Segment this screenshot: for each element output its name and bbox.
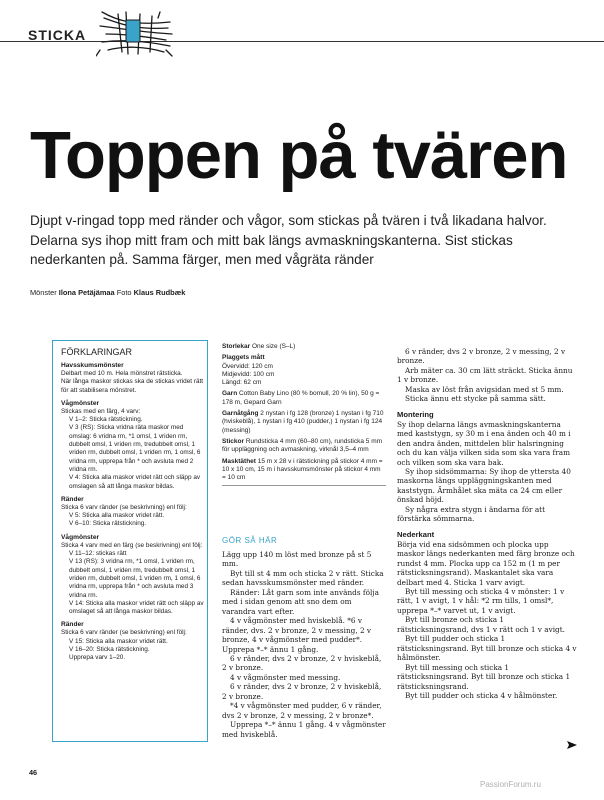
instruction-paragraph: 6 v ränder, dvs 2 v bronze, 2 v hviskeblå, 2 v bronze. [222, 653, 382, 673]
yarn-skein-icon [96, 6, 176, 58]
legend-step: V 3 (RS): Sticka vridna räta maskor med omslag: 6 vridna rm, *1 omsl, 1 vriden rm, dubbelt omsl, 1 vriden rm, tredubbelt omsl, 1 vriden rm, dubbelt omsl, 1 vriden rm, 1 omsl, 6 vridna rm, upprepa från * och avsluta med 2 vridna rm. [69, 424, 201, 473]
finishing-paragraph: 6 v ränder, dvs 2 v bronze, 2 v messing, 2 v bronze. [397, 347, 566, 366]
legend-line: Sticka 6 varv ränder (se beskrivning) enl följ: [61, 503, 187, 511]
article-title: Toppen på tvären [30, 118, 568, 193]
legend-step: V 5: Sticka alla maskor vridet rätt. [69, 512, 165, 520]
spec-label: Stickor [222, 437, 245, 445]
instruction-paragraph: 6 v ränder, dvs 2 v bronze, 2 v hviskeblå, 2 v bronze. [222, 682, 382, 701]
spec-row [222, 354, 386, 387]
legend-step: V 1–2: Sticka rätstickning. [69, 416, 143, 424]
instruction-paragraph: Byt till st 4 mm och sticka 2 v rätt. Sticka sedan havsskumsmönster med ränder. [222, 568, 384, 588]
spec-line: Övervidd: 120 cm [222, 362, 273, 370]
legend-step: Upprepa varv 1–20. [69, 654, 126, 662]
legend-box [52, 340, 208, 742]
nederkant-paragraph: Byt till pudder och sticka 4 v hålmönster. [405, 690, 558, 700]
montering-section [397, 410, 577, 524]
instruction-paragraph: Lägg upp 140 m löst med bronze på st 5 mm. [222, 550, 372, 569]
legend-line: När långa maskor stickas ska de stickas vridet rätt för att stabilisera mönstret. [61, 378, 204, 394]
instructions-body [222, 550, 386, 739]
instruction-paragraph: Upprepa *–* ännu 1 gång. 4 v vågmönster med hviskeblå. [222, 720, 386, 739]
spec-label: Masktäthet [222, 457, 256, 465]
nederkant-paragraph: Byt till pudder och sticka 1 rätsticksningsrand. Byt till bronze och sticka 4 v hålmönster. [397, 634, 577, 663]
spec-line: Längd: 62 cm [222, 379, 262, 387]
spec-label: Garnåtgång [222, 410, 259, 418]
montering-paragraph: Sy några extra stygn i ändarna för att förstärka sömmarna. [397, 504, 546, 524]
legend-content [61, 347, 207, 663]
finishing-paragraph: Sticka ännu ett stycke på samma sätt. [405, 394, 546, 404]
legend-step: V 6–10: Sticka rätstickning. [69, 520, 147, 528]
watermark: PassionForum.ru [480, 780, 541, 789]
page-header [0, 0, 604, 60]
column-assembly [397, 347, 577, 700]
nederkant-paragraph: Byt till bronze och sticka 1 rätsticksningsrand, dvs 1 v rätt och 1 v avigt. [397, 615, 565, 634]
spec-row [222, 410, 386, 435]
legend-section-heading: Ränder [61, 621, 84, 629]
legend-line: Sticka 6 varv ränder (se beskrivning) enl följ: [61, 629, 187, 637]
finishing-body [397, 347, 577, 404]
legend-section-heading: Vågmönster [61, 533, 100, 541]
legend-step: V 11–12: stickas rätt [69, 550, 127, 558]
designer-name: Ilona Petäjämaa [58, 288, 115, 297]
instruction-paragraph: 4 v vågmönster med hviskeblå. *6 v ränder, dvs. 2 v bronze, 2 v messing, 2 v bronze, 4 v vågmönster med pudder*. Upprepa *–* ännu 1 gång. [222, 616, 372, 654]
nederkant-paragraph: Byt till messing och sticka 4 v mönster: 1 v rätt, 1 v avigt, 1 v hål: *2 rm tills, 1 omsl*, upprepa *–* varvet ut, 1 v avigt. [397, 586, 565, 615]
legend-line: Sticka 4 varv med en färg (se beskrivning) enl följ: [61, 541, 203, 549]
spec-row [222, 438, 386, 455]
legend-step: V 4: Sticka alla maskor vridet rätt och släpp av omslagen så att långa maskor bildas. [69, 474, 201, 490]
spec-label: Garn [222, 390, 238, 398]
photo-label: Foto [116, 288, 132, 297]
nederkant-section [397, 530, 577, 701]
finishing-paragraph: Maska av löst från avigsidan med st 5 mm. [405, 384, 564, 394]
nederkant-paragraph: Byt till messing och sticka 1 rätsticksningsrand. Byt till bronze och sticka 1 rätsticksningsrand. [397, 662, 571, 691]
legend-section-heading: Ränder [61, 495, 84, 503]
credits [30, 288, 185, 297]
legend-section-heading: Havsskumsmönster [61, 362, 124, 369]
spec-value: 2 nystan i fg 128 (bronze) 1 nystan i fg 710 (hviskeblå), 1 nystan i fg 410 (pudder,) 1 nystan i fg 124 (messing) [222, 410, 384, 434]
continue-arrow-icon [567, 741, 577, 749]
spec-label: Storlekar [222, 343, 251, 350]
spec-value: Cotton Baby Lino (80 % bomull, 20 % lin), 50 g = 178 m, Gepard Garn [222, 390, 380, 406]
photographer-name: Klaus Rudbæk [133, 288, 186, 297]
legend-title: FÖRKLARINGAR [61, 347, 133, 357]
legend-step: V 13 (RS): 3 vridna rm, *1 omsl, 1 vriden rm, dubbelt omsl, 1 vriden rm, tredubbelt omsl, 1 vriden rm, dubbelt omsl, 1 vriden rm, 1 omsl, 6 vridna rm, upprepa från * och avsluta med 3 vridna rm. [69, 558, 201, 599]
spec-row [222, 458, 386, 487]
montering-heading: Montering [397, 409, 434, 419]
legend-step: V 14: Sticka alla maskor vridet rätt och släpp av omslaget så att långa maskor bildas. [69, 599, 204, 616]
instruction-paragraph: *4 v vågmönster med pudder, 6 v ränder, dvs 2 v bronze, 2 v messing, 2 v bronze*. [222, 701, 382, 720]
nederkant-paragraph: Börja vid ena sidsömmen och plocka upp maskor längs nederkanten med färg bronze och rundst 4 mm. Plocka upp ca 152 m (1 m per rätsticksningsrand). Maskantalet ska vara delbart med 4. Sticka 1 varv avigt. [397, 539, 575, 587]
spec-row [222, 343, 386, 351]
legend-section-heading: Vågmönster [61, 399, 100, 407]
header-rule [0, 41, 604, 42]
spec-label: Plaggets mått [222, 354, 265, 362]
spec-line: Midjevidd: 100 cm [222, 370, 275, 378]
legend-step: V 15: Sticka alla maskor vridet rätt. [69, 637, 168, 645]
spec-value: 15 m x 28 v i rätstickning på stickor 4 mm = 10 x 10 cm, 15 m i havsskumsmönster på stickor 4 mm = 10 cm [222, 457, 383, 482]
legend-line: Delbart med 10 m. Hela mönstret rätsticka. [61, 370, 183, 377]
page-number: 46 [29, 768, 38, 777]
instruction-paragraph: Ränder: Låt garn som inte används följa med i sidan genom att sno dem om varandra vart efter. [222, 587, 379, 616]
legend-step: V 16–20: Sticka rätstickning. [69, 646, 150, 654]
montering-paragraph: Sy ihop sidsömmarna: Sy ihop de yttersta 40 maskorna längs uppläggningskanten med kaststygn. Ärmhålet ska mäta ca 24 cm eller önskad höjd. [397, 466, 571, 505]
legend-line: Stickas med en färg, 4 varv: [61, 407, 141, 415]
finishing-paragraph: Arb mäter ca. 30 cm lätt sträckt. Sticka ännu 1 v bronze. [397, 365, 573, 385]
spec-value: One size (S–L) [250, 343, 296, 350]
article-lead: Djupt v-ringad topp med ränder och vågor, som stickas på tvären i två likadana halvor. Delarna sys ihop mitt fram och mitt bak längs avmaskningskanterna. Sist stickas nederkanten på. Samma färger, men med vågräta ränder [30, 213, 547, 267]
spec-value: Rundsticka 4 mm (60–80 cm), rundsticka 5 mm för uppläggning och avmaskning, virknål 3,5–4 mm [222, 437, 383, 454]
how-to-heading: GÖR SÅ HÄR [222, 536, 278, 545]
nederkant-heading: Nederkant [397, 529, 435, 539]
spec-row [222, 390, 386, 407]
design-label: Mönster [30, 288, 57, 297]
montering-body [397, 420, 577, 524]
montering-paragraph: Sy ihop delarna längs avmaskningskanterna med kaststygn, sy 30 m i ena änden och 40 m i den andra änden, mittdelen blir halsringning och du kan välja vilken sida som ska vara fram och vilken som ska vara bak. [397, 419, 571, 467]
nederkant-body [397, 540, 577, 701]
specs-list [222, 343, 386, 486]
instruction-paragraph: 4 v vågmönster med messing. [230, 672, 341, 682]
section-tab: STICKA [28, 27, 87, 43]
